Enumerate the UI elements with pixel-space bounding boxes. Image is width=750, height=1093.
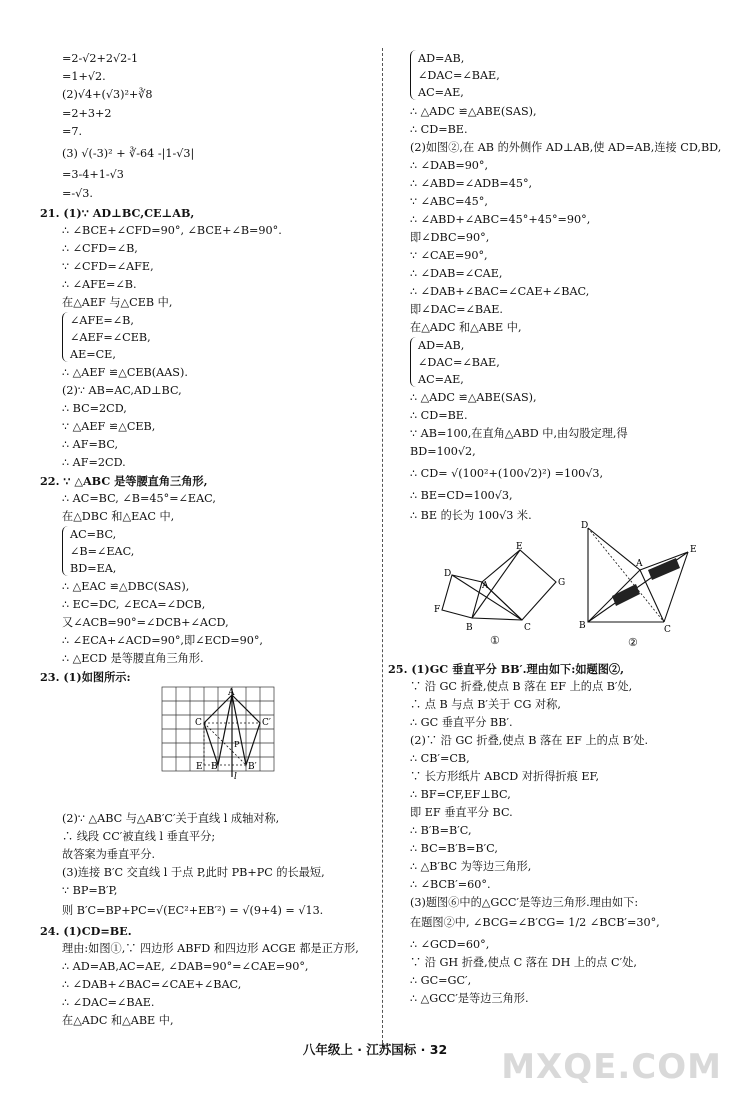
text-line: ∵ 沿 GC 折叠,使点 B 落在 EF 上的点 B′处,	[410, 680, 633, 693]
question-22: 22. ∵ △ABC 是等腰直角三角形,	[40, 474, 208, 488]
text-line: ∴ AC=BC, ∠B=45°=∠EAC,	[62, 492, 216, 505]
label-C: C	[664, 625, 671, 635]
label-G: G	[558, 578, 566, 588]
text-line: BD=EA,	[70, 562, 117, 575]
text-line: ∴ △B′BC 为等边三角形,	[410, 860, 532, 873]
label-A: A	[228, 688, 235, 698]
question-21: 21. (1)∵ AD⊥BC,CE⊥AB,	[40, 206, 195, 220]
text-line: ∴ CD=BE.	[410, 123, 468, 136]
text-line: ∴ ∠DAB=∠CAE,	[410, 267, 503, 280]
text-line: ∠AFE=∠B,	[70, 314, 134, 327]
question-25: 25. (1)GC 垂直平分 BB′.理由如下:如题图②,	[388, 662, 625, 676]
text-line: ∵ ∠CAE=90°,	[410, 249, 488, 262]
text-line: ∴ CD= √(100²+(100√2)²) =100√3,	[410, 467, 604, 480]
text-line: AC=BC,	[70, 528, 117, 541]
figure-24-2	[578, 520, 703, 650]
label-l: l	[234, 772, 237, 780]
text-line: 在题图②中, ∠BCG=∠B′CG= 1/2 ∠BCB′=30°,	[410, 916, 660, 929]
text-line: 在△ADC 和△ABE 中,	[410, 321, 522, 334]
label-C: C	[195, 718, 202, 728]
text-line: (2)∵ AB=AC,AD⊥BC,	[62, 384, 182, 397]
text-line: ∴ BE=CD=100√3,	[410, 489, 513, 502]
text-line: 即∠DAC=∠BAE.	[410, 303, 503, 316]
text-line: ∴ BC=2CD,	[62, 402, 127, 415]
text-line: ∴ GC 垂直平分 BB′.	[410, 716, 513, 729]
text-line: BD=100√2,	[410, 445, 476, 458]
text-line: AE=CE,	[70, 348, 116, 361]
label-C-prime: C′	[262, 718, 271, 728]
text-line: ∴ AD=AB,AC=AE, ∠DAB=90°=∠CAE=90°,	[62, 960, 309, 973]
text-line: 则 B′C=BP+PC=√(EC²+EB′²) = √(9+4) = √13.	[62, 904, 324, 917]
label-E: E	[196, 762, 203, 772]
text-line: ∴ ∠DAB+∠BAC=∠CAE+∠BAC,	[410, 285, 590, 298]
text-line: ∴ 点 B 与点 B′关于 CG 对称,	[410, 698, 561, 711]
text-line: =7.	[62, 125, 83, 138]
text-line: ∠DAC=∠BAE,	[418, 356, 500, 369]
figure-number: ①	[490, 634, 500, 647]
brace	[62, 312, 68, 362]
label-D: D	[444, 569, 452, 579]
label-B-prime: B′	[248, 762, 257, 772]
figure-number: ②	[628, 636, 638, 649]
text-line: (2)∵ 沿 GC 折叠,使点 B 落在 EF 上的点 B′处.	[410, 734, 649, 747]
text-line: AD=AB,	[418, 52, 465, 65]
text-line: ∴ △ECD 是等腰直角三角形.	[62, 652, 204, 665]
text-line: ∴ ∠DAB=90°,	[410, 159, 489, 172]
text-line: ∵ ∠ABC=45°,	[410, 195, 488, 208]
text-line: ∴ GC=GC′,	[410, 974, 472, 987]
text-line: ∠B=∠EAC,	[70, 545, 135, 558]
text-line: 又∠ACB=90°=∠DCB+∠ACD,	[62, 616, 229, 629]
text-line: ∴ ∠BCB′=60°.	[410, 878, 491, 891]
label-A: A	[636, 559, 643, 569]
text-line: =1+√2.	[62, 70, 106, 83]
text-line: ∴ AF=2CD.	[62, 456, 126, 469]
text-line: ∵ 沿 GH 折叠,使点 C 落在 DH 上的点 C′处,	[410, 956, 637, 969]
text-line: ∴ BC=B′B=B′C,	[410, 842, 498, 855]
text-line: ∴ BF=CF,EF⊥BC,	[410, 788, 511, 801]
text-line: ∴ B′B=B′C,	[410, 824, 472, 837]
text-line: 即 EF 垂直平分 BC.	[410, 806, 513, 819]
text-line: (2)∵ △ABC 与△AB′C′关于直线 l 成轴对称,	[62, 812, 280, 825]
text-line: (2)如图②,在 AB 的外侧作 AD⊥AB,使 AD=AB,连接 CD,BD,	[410, 141, 722, 154]
text-line: AC=AE,	[418, 373, 464, 386]
watermark: MXQE.COM	[501, 1047, 722, 1087]
label-B: B	[466, 623, 473, 633]
text-line: ∴ △GCC′是等边三角形.	[410, 992, 529, 1005]
text-line: ∴ ∠ABD=∠ADB=45°,	[410, 177, 533, 190]
text-line: ∴ △ADC ≌△ABE(SAS),	[410, 391, 537, 404]
brace	[62, 526, 68, 576]
text-line: 在△AEF 与△CEB 中,	[62, 296, 173, 309]
label-D: D	[581, 521, 589, 531]
text-line: =3-4+1-√3	[62, 168, 124, 181]
label-E: E	[690, 545, 697, 555]
text-line: (3) √(-3)² + ∛-64 -|1-√3|	[62, 147, 195, 160]
text-line: ∴ CB′=CB,	[410, 752, 470, 765]
text-line: ∠AEF=∠CEB,	[70, 331, 151, 344]
label-C: C	[524, 623, 531, 633]
text-line: ∴ ∠DAB+∠BAC=∠CAE+∠BAC,	[62, 978, 242, 991]
text-line: 即∠DBC=90°,	[410, 231, 490, 244]
label-B: B	[579, 621, 586, 631]
brace	[410, 337, 416, 387]
page-footer: 八年级上 · 江苏国标 · 32	[302, 1042, 448, 1057]
text-line: (2)√4+(√3)²+∛8	[62, 88, 153, 101]
label-B: B	[211, 762, 218, 772]
text-line: ∠DAC=∠BAE,	[418, 69, 500, 82]
text-line: ∴ △EAC ≌△DBC(SAS),	[62, 580, 190, 593]
text-line: 理由:如图①,∵ 四边形 ABFD 和四边形 ACGE 都是正方形,	[62, 942, 359, 955]
text-line: AC=AE,	[418, 86, 464, 99]
text-line: ∴ ∠CFD=∠B,	[62, 242, 138, 255]
text-line: =2-√2+2√2-1	[62, 52, 139, 65]
text-line: ∴ △AEF ≌△CEB(AAS).	[62, 366, 188, 379]
label-E: E	[516, 542, 523, 552]
text-line: 故答案为垂直平分.	[62, 848, 156, 861]
text-line: ∵ 长方形纸片 ABCD 对折得折痕 EF,	[410, 770, 600, 783]
figure-24-1	[430, 540, 570, 650]
text-line: =-√3.	[62, 187, 93, 200]
text-line: ∴ ∠ABD+∠ABC=45°+45°=90°,	[410, 213, 591, 226]
column-divider	[382, 48, 383, 1048]
text-line: ∴ EC=DC, ∠ECA=∠DCB,	[62, 598, 206, 611]
text-line: ∵ △AEF ≌△CEB,	[62, 420, 156, 433]
text-line: ∴ AF=BC,	[62, 438, 119, 451]
text-line: ∵ BP=B′P,	[62, 884, 118, 897]
text-line: ∴ ∠GCD=60°,	[410, 938, 490, 951]
text-line: ∵ ∠CFD=∠AFE,	[62, 260, 154, 273]
label-A: A	[482, 581, 489, 591]
brace	[410, 50, 416, 100]
text-line: ∴ CD=BE.	[410, 409, 468, 422]
text-line: 在△ADC 和△ABE 中,	[62, 1014, 174, 1027]
text-line: ∴ 线段 CC′被直线 l 垂直平分;	[62, 830, 216, 843]
text-line: 在△DBC 和△EAC 中,	[62, 510, 175, 523]
text-line: ∴ ∠BCE+∠CFD=90°, ∠BCE+∠B=90°.	[62, 224, 282, 237]
label-F: F	[434, 605, 441, 615]
text-line: ∴ ∠DAC=∠BAE.	[62, 996, 155, 1009]
text-line: ∴ ∠ECA+∠ACD=90°,即∠ECD=90°,	[62, 634, 263, 647]
label-P: P	[234, 740, 240, 749]
text-line: ∴ ∠AFE=∠B.	[62, 278, 137, 291]
text-line: ∵ AB=100,在直角△ABD 中,由勾股定理,得	[410, 427, 628, 440]
figure-23-grid	[160, 685, 285, 780]
question-23: 23. (1)如图所示:	[40, 670, 131, 684]
shaded-strip	[612, 584, 640, 606]
text-line: =2+3+2	[62, 107, 112, 120]
text-line: AD=AB,	[418, 339, 465, 352]
text-line: ∴ △ADC ≌△ABE(SAS),	[410, 105, 537, 118]
question-24: 24. (1)CD=BE.	[40, 924, 132, 938]
text-line: ∴ BE 的长为 100√3 米.	[410, 509, 532, 522]
text-line: (3)题图⑥中的△GCC′是等边三角形.理由如下:	[410, 896, 639, 909]
text-line: (3)连接 B′C 交直线 l 于点 P,此时 PB+PC 的长最短,	[62, 866, 325, 879]
